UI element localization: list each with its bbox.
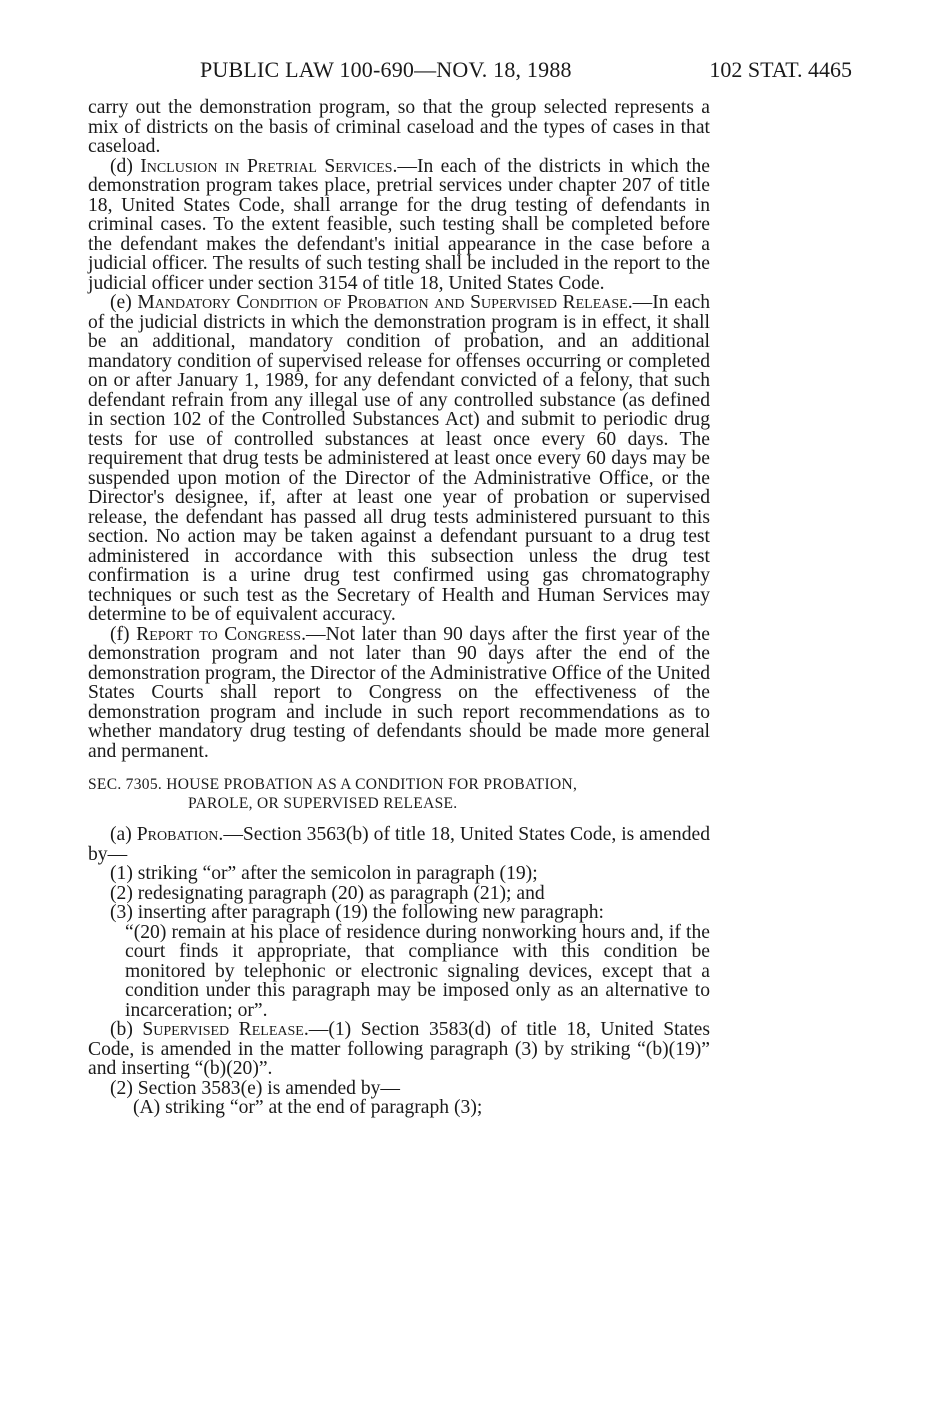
subsection-d bbox=[88, 157, 710, 294]
stat-page-number: 102 STAT. 4465 bbox=[709, 57, 852, 82]
page-header bbox=[88, 57, 852, 91]
subsection-d-label: (d) bbox=[110, 155, 141, 177]
subsection-d-heading: Inclusion in Pretrial Services. bbox=[140, 155, 398, 177]
paragraph-3: (3) inserting after paragraph (19) the following new paragraph: bbox=[110, 902, 605, 923]
paragraph-2: (2) redesignating paragraph (20) as paragraph (21); and bbox=[110, 882, 545, 904]
subsection-b-heading: Supervised Release. bbox=[142, 1019, 309, 1040]
section-heading bbox=[88, 775, 710, 813]
subsection-f bbox=[88, 625, 710, 762]
quoted-paragraph-20: “(20) remain at his place of residence during nonworking hours and, if the court finds it appropriate, that compliance with this condition be monitored by telephonic or electronic signaling devices, except that a condition under this paragraph may be imposed only as an alternative to incarceration; or”. bbox=[125, 921, 710, 1021]
subsection-b bbox=[88, 1020, 710, 1079]
subsection-b-label: (b) bbox=[110, 1019, 143, 1040]
subsection-e bbox=[88, 293, 710, 625]
subsection-f-text: —Not later than 90 days after the first year of the demonstration program and not later than 90 days after the end of the demonstration program, the Director of the Administrative Office of the United States Courts shall report to Congress on the effectiveness of the demonstration program and include in such report recommendations as to whether mandatory drug testing of defendants should be made more general and permanent. bbox=[88, 623, 710, 762]
running-title: PUBLIC LAW 100-690—NOV. 18, 1988 bbox=[200, 57, 572, 82]
subsection-e-text: —In each of the judicial districts in which the demonstration program is in effect, it shall be an additional, mandatory condition of probation, and an additional mandatory condition of supervised release for offenses occurring or completed on or after January 1, 1989, for any defendant convicted of a felony, that such defendant refrain from any illegal use of any controlled substance (as defined in section 102 of the Controlled Substances Act) and submit to periodic drug tests for use of controlled substances at least once every 60 days. The requirement that drug tests be administered at least once every 60 days may be suspended upon motion of the Director of the Administrative Office, or the Director's designee, if, after at least one year of probation or supervised release, the defendant has passed all drug tests administered pursuant to this section. No action may be taken against a defendant pursuant to a drug test administered in accordance with this subsection unless the drug test confirmation is a urine drug test confirmed using gas chromatography techniques or such test as the Secretary of Health and Human Services may determine to be of equivalent accuracy. bbox=[88, 292, 711, 625]
subsection-e-label: (e) bbox=[110, 292, 138, 313]
statute-text bbox=[88, 98, 710, 1118]
subsection-f-label: (f) bbox=[110, 623, 137, 645]
section-heading-line2: PAROLE, OR SUPERVISED RELEASE. bbox=[188, 795, 458, 812]
paragraph-intro: carry out the demonstration program, so that the group selected represents a mix of districts on the basis of criminal caseload and the types of cases in that caseload. bbox=[88, 97, 710, 157]
subsection-b-paragraph-2: (2) Section 3583(e) is amended by— bbox=[110, 1077, 401, 1099]
subsection-b-subparagraph-a: (A) striking “or” at the end of paragraph (3); bbox=[133, 1097, 483, 1118]
subsection-f-heading: Report to Congress. bbox=[136, 623, 306, 645]
subsection-a-heading: Probation. bbox=[136, 824, 224, 845]
subsection-b-text: —(1) Section 3583(d) of title 18, United States Code, is amended in the matter following paragraph (3) by striking “(b)(19)” and inserting “(b)(20)”. bbox=[88, 1019, 711, 1079]
subsection-a-label: (a) bbox=[110, 824, 137, 845]
subsection-d-text: —In each of the districts in which the demonstration program takes place, pretrial services under chapter 207 of title 18, United States Code, shall arrange for the drug testing of defendants in criminal cases. To the extent feasible, such testing shall be completed before the defendant makes the defendant's initial appearance in the case before a judicial officer. The results of such testing shall be included in the report to the judicial officer under section 3154 of title 18, United States Code. bbox=[88, 155, 710, 294]
subsection-a-text: —Section 3563(b) of title 18, United States Code, is amended by— bbox=[88, 824, 710, 865]
subsection-e-heading: Mandatory Condition of Probation and Supervised Release. bbox=[137, 292, 633, 313]
paragraph-1: (1) striking “or” after the semicolon in paragraph (19); bbox=[110, 863, 538, 884]
subsection-a bbox=[88, 825, 710, 864]
section-heading-line1: SEC. 7305. HOUSE PROBATION AS A CONDITION FOR PROBATION, bbox=[88, 776, 578, 793]
